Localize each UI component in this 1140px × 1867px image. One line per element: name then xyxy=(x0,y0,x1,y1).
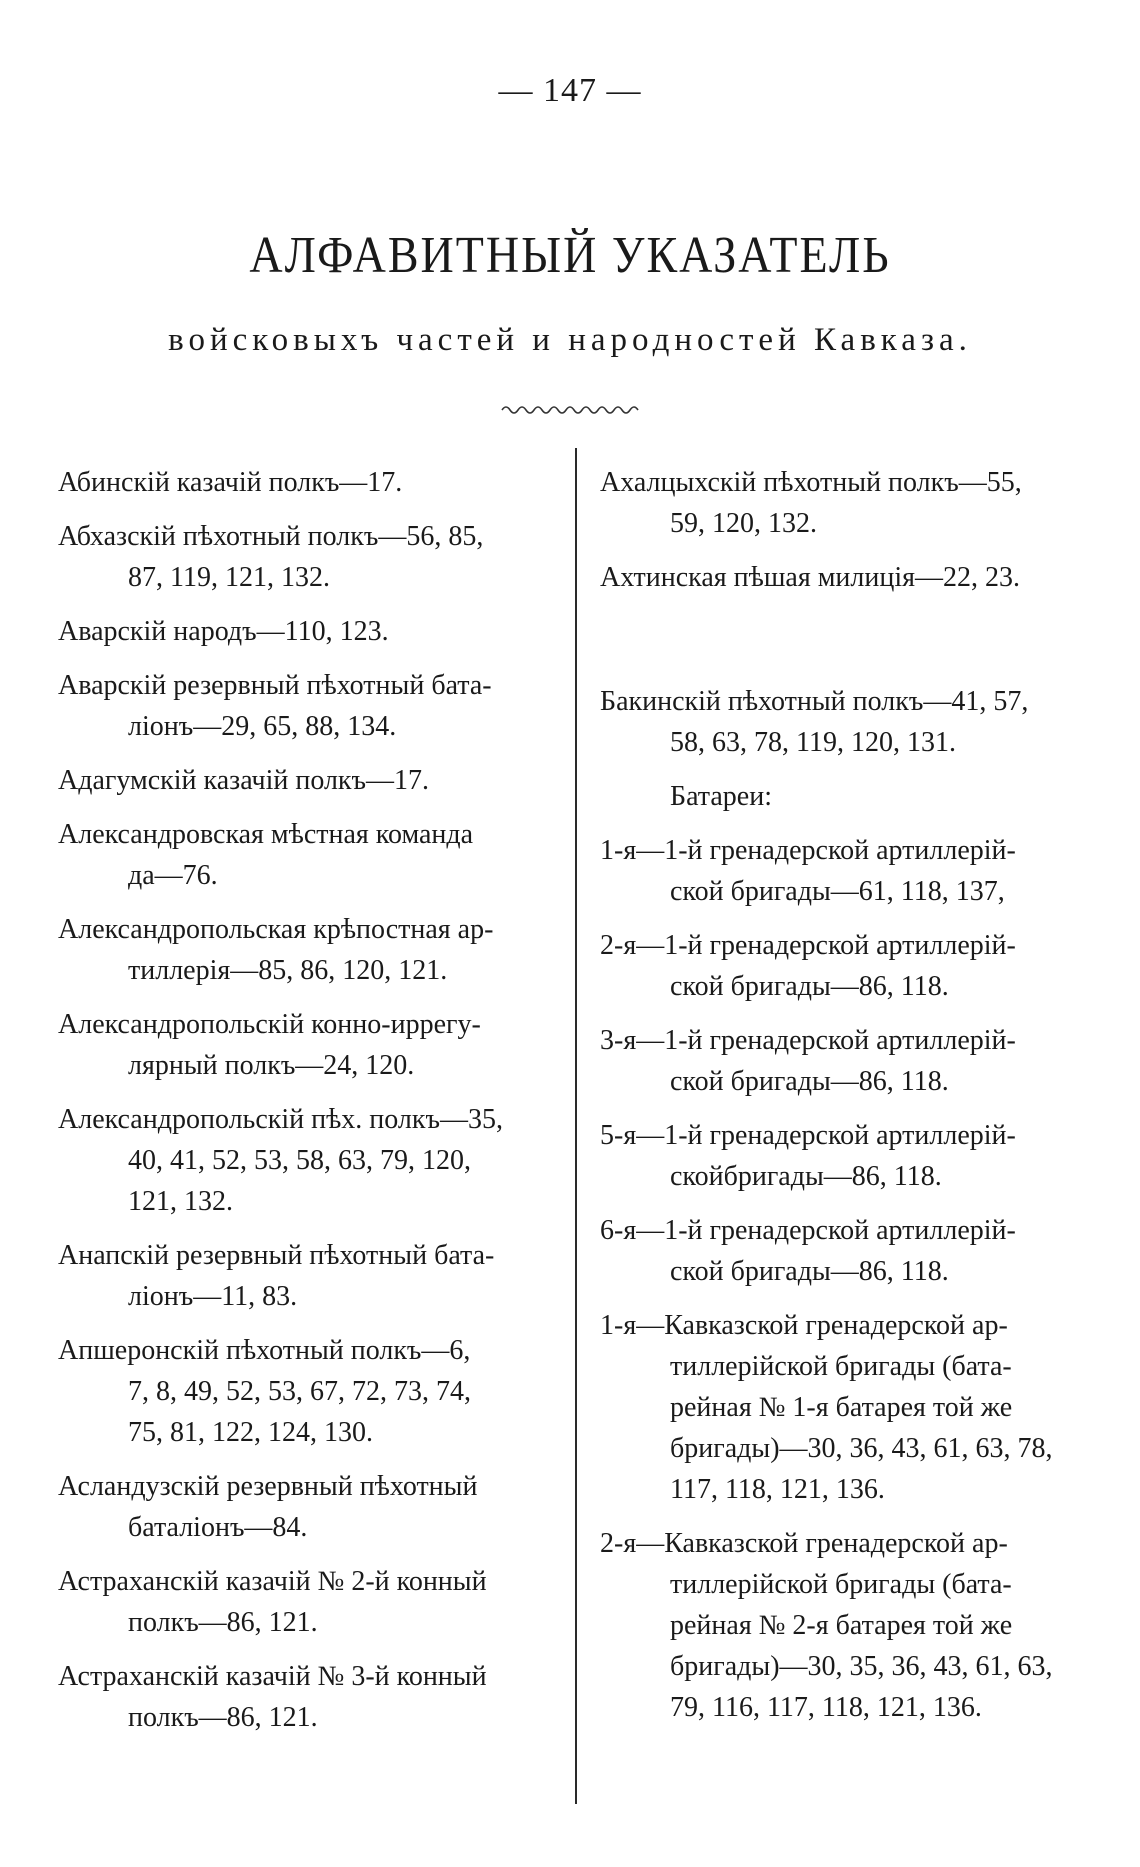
index-entry-first-line: Ахтинская пѣшая милиція—22, 23. xyxy=(600,562,1020,593)
page-number: — 147 — xyxy=(498,72,642,109)
index-entry xyxy=(600,557,1092,598)
index-entry-first-line: Астраханскій казачій № 3-й конный xyxy=(58,1661,487,1692)
wavy-ornament xyxy=(500,402,640,418)
index-entry xyxy=(58,1330,550,1453)
section-spacer xyxy=(600,611,1092,681)
index-title: АЛФАВИТНЫЙ УКАЗАТЕЛЬ xyxy=(249,225,891,284)
index-entry-continuation: 59, 120, 132. xyxy=(670,508,817,539)
index-entry-first-line: Асландузскій резервный пѣхотный xyxy=(58,1471,478,1502)
battery-entry xyxy=(600,1210,1092,1292)
battery-entry xyxy=(600,1523,1092,1728)
index-entry-continuation: 7, 8, 49, 52, 53, 67, 72, 73, 74, xyxy=(128,1376,471,1407)
battery-entry-first-line: 1-я—Кавказской гренадерской ар- xyxy=(600,1310,1008,1341)
index-entry-continuation: полкъ—86, 121. xyxy=(128,1607,318,1638)
column-divider xyxy=(575,448,577,1804)
index-entry-first-line: Бакинскій пѣхотный полкъ—41, 57, xyxy=(600,686,1029,717)
index-entry-first-line: Александропольскій конно-иррегу- xyxy=(58,1009,481,1040)
index-entry-continuation: баталіонъ—84. xyxy=(128,1512,308,1543)
battery-entry-first-line: 2-я—Кавказской гренадерской ар- xyxy=(600,1528,1008,1559)
index-entry-first-line: Адагумскій казачій полкъ—17. xyxy=(58,765,430,796)
index-entry-continuation: ліонъ—11, 83. xyxy=(128,1281,298,1312)
index-entry-first-line: Анапскій резервный пѣхотный бата- xyxy=(58,1240,495,1271)
index-entry xyxy=(58,1656,550,1738)
battery-entry xyxy=(600,925,1092,1007)
index-entry xyxy=(600,462,1092,544)
battery-entry xyxy=(600,830,1092,912)
index-entry-first-line: Александропольская крѣпостная ар- xyxy=(58,914,494,945)
battery-entry xyxy=(600,1305,1092,1510)
index-entry xyxy=(58,760,550,801)
index-entry-first-line: Астраханскій казачій № 2-й конный xyxy=(58,1566,487,1597)
index-subtitle: войсковыхъ частей и народностей Кавказа. xyxy=(168,322,972,358)
index-entry xyxy=(58,462,550,503)
index-entry xyxy=(58,516,550,598)
right-column xyxy=(600,462,1092,1741)
index-entry-first-line: Александровская мѣстная команда xyxy=(58,819,474,850)
battery-entry-continuation: бригады)—30, 35, 36, 43, 61, 63, xyxy=(670,1651,1053,1682)
battery-entry-first-line: 1-я—1-й гренадерской артиллерій- xyxy=(600,835,1016,866)
index-entry xyxy=(600,681,1092,763)
index-entry-first-line: Ахалцыхскій пѣхотный полкъ—55, xyxy=(600,467,1022,498)
battery-entry-continuation: бригады)—30, 36, 43, 61, 63, 78, xyxy=(670,1433,1053,1464)
index-entry-continuation: 121, 132. xyxy=(128,1186,233,1217)
right-entries-a xyxy=(600,462,1092,598)
index-entry-continuation: полкъ—86, 121. xyxy=(128,1702,318,1733)
index-entry xyxy=(58,1466,550,1548)
index-entry-continuation: да—76. xyxy=(128,860,218,891)
battery-entry xyxy=(600,1115,1092,1197)
battery-entry-continuation: ской бригады—86, 118. xyxy=(670,971,949,1002)
battery-entry-continuation: ской бригады—86, 118. xyxy=(670,1256,949,1287)
index-entry-first-line: Аварскій резервный пѣхотный бата- xyxy=(58,670,492,701)
index-entry-first-line: Абинскій казачій полкъ—17. xyxy=(58,467,403,498)
index-entry-continuation: 58, 63, 78, 119, 120, 131. xyxy=(670,727,956,758)
index-entry xyxy=(58,814,550,896)
index-entry-continuation: 40, 41, 52, 53, 58, 63, 79, 120, xyxy=(128,1145,471,1176)
battery-entry-first-line: 6-я—1-й гренадерской артиллерій- xyxy=(600,1215,1016,1246)
index-entry xyxy=(58,909,550,991)
index-entry-continuation: ліонъ—29, 65, 88, 134. xyxy=(128,711,397,742)
battery-entry-continuation: тиллерійской бригады (бата- xyxy=(670,1351,1012,1382)
batteries-list xyxy=(600,830,1092,1728)
batteries-heading: Батареи: xyxy=(670,781,772,812)
index-entry xyxy=(58,665,550,747)
index-entry-continuation: 75, 81, 122, 124, 130. xyxy=(128,1417,373,1448)
battery-entry-continuation: ской бригады—86, 118. xyxy=(670,1066,949,1097)
battery-entry-continuation: рейная № 2-я батарея той же xyxy=(670,1610,1013,1641)
battery-entry-first-line: 5-я—1-й гренадерской артиллерій- xyxy=(600,1120,1016,1151)
index-entry-first-line: Аварскій народъ—110, 123. xyxy=(58,616,389,647)
battery-entry-first-line: 2-я—1-й гренадерской артиллерій- xyxy=(600,930,1016,961)
battery-entry-continuation: 79, 116, 117, 118, 121, 136. xyxy=(670,1692,982,1723)
index-entry-continuation: 87, 119, 121, 132. xyxy=(128,562,330,593)
battery-entry-continuation: рейная № 1-я батарея той же xyxy=(670,1392,1013,1423)
index-entry xyxy=(58,1235,550,1317)
index-entry-first-line: Александропольскій пѣх. полкъ—35, xyxy=(58,1104,503,1135)
index-entry xyxy=(58,1004,550,1086)
battery-entry-continuation: 117, 118, 121, 136. xyxy=(670,1474,885,1505)
index-entry xyxy=(58,1561,550,1643)
battery-entry-first-line: 3-я—1-й гренадерской артиллерій- xyxy=(600,1025,1016,1056)
index-entry xyxy=(58,611,550,652)
battery-entry-continuation: скойбригады—86, 118. xyxy=(670,1161,942,1192)
index-entry-continuation: лярный полкъ—24, 120. xyxy=(128,1050,415,1081)
index-entry-first-line: Абхазскій пѣхотный полкъ—56, 85, xyxy=(58,521,484,552)
index-entry-continuation: тиллерія—85, 86, 120, 121. xyxy=(128,955,448,986)
battery-entry-continuation: ской бригады—61, 118, 137, xyxy=(670,876,1005,907)
index-entry xyxy=(58,1099,550,1222)
index-entry-first-line: Апшеронскій пѣхотный полкъ—6, xyxy=(58,1335,471,1366)
left-column xyxy=(58,462,550,1751)
battery-entry xyxy=(600,1020,1092,1102)
right-entries-b xyxy=(600,681,1092,763)
battery-entry-continuation: тиллерійской бригады (бата- xyxy=(670,1569,1012,1600)
